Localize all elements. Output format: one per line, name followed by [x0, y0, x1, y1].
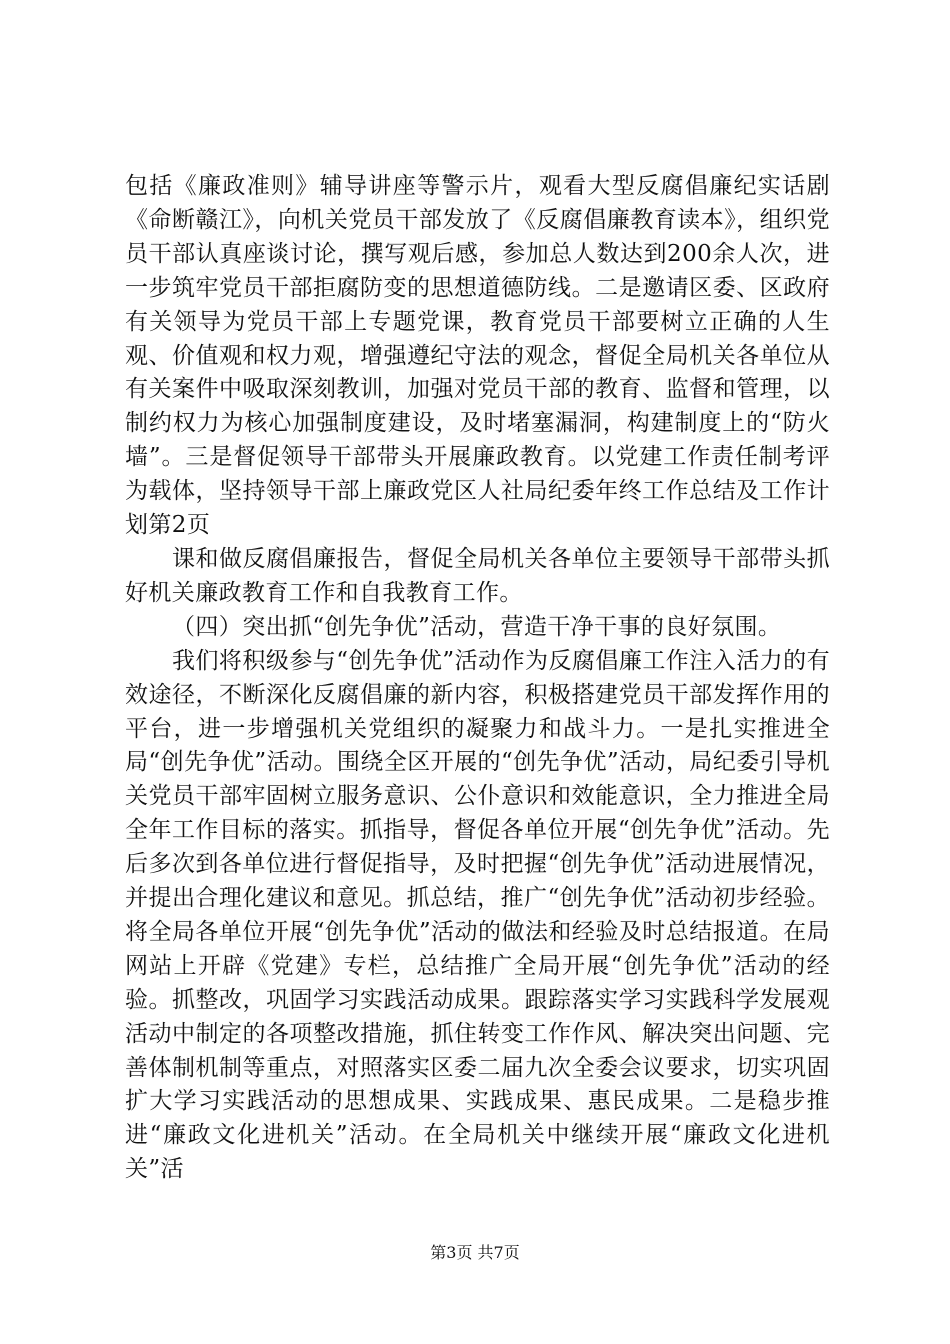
section-heading-four: （四）突出抓“创先争优”活动，营造干净干事的良好氛围。 — [172, 613, 782, 640]
paragraph-continuation: 包括《廉政准则》辅导讲座等警示片，观看大型反腐倡廉纪实话剧《命断赣江》，向机关党员干部发放了《反腐倡廉教育读本》，组织党员干部认真座谈讨论，撰写观后感，参加总人数达到200余人次，进一步筑牢党员干部拒腐防变的思想道德防线。二是邀请区委、区政府有关领导为党员干部上专题党课，教育党员干部要树立正确的人生观、价值观和权力观，增强遵纪守法的观念，督促全局机关各单位从有关案件中吸取深刻教训，加强对党员干部的教育、监督和管理，以制约权力为核心加强制度建设，及时堵塞漏洞，构建制度上的“防火墙”。三是督促领导干部带头开展廉政教育。以党建工作责任制考评为载体，坚持领导干部上廉政党区人社局纪委年终工作总结及工作计划第2页 — [125, 173, 830, 539]
paragraph-activities: 我们将积级参与“创先争优”活动作为反腐倡廉工作注入活力的有效途径，不断深化反腐倡廉的新内容，积极搭建党员干部发挥作用的平台，进一步增强机关党组织的凝聚力和战斗力。一是扎实推进全局“创先争优”活动。围绕全区开展的“创先争优”活动，局纪委引导机关党员干部牢固树立服务意识、公仆意识和效能意识，全力推进全局全年工作目标的落实。抓指导，督促各单位开展“创先争优”活动。先后多次到各单位进行督促指导，及时把握“创先争优”活动进展情况，并提出合理化建议和意见。抓总结，推广“创先争优”活动初步经验。将全局各单位开展“创先争优”活动的做法和经验及时总结报道。在局网站上开辟《党建》专栏，总结推广全局开展“创先争优”活动的经验。抓整改，巩固学习实践活动成果。跟踪落实学习实践科学发展观活动中制定的各项整改措施，抓住转变工作作风、解决突出问题、完善体制机制等重点，对照落实区委二届九次全委会议要求，切实巩固扩大学习实践活动的思想成果、实践成果、惠民成果。二是稳步推进“廉政文化进机关”活动。在全局机关中继续开展“廉政文化进机关”活 — [125, 647, 830, 1183]
document-body — [125, 170, 830, 1187]
paragraph-lecture-report: 课和做反腐倡廉报告，督促全局机关各单位主要领导干部带头抓好机关廉政教育工作和自我教育工作。 — [125, 545, 830, 606]
page-number-footer: 第3页 共7页 — [430, 1243, 520, 1262]
